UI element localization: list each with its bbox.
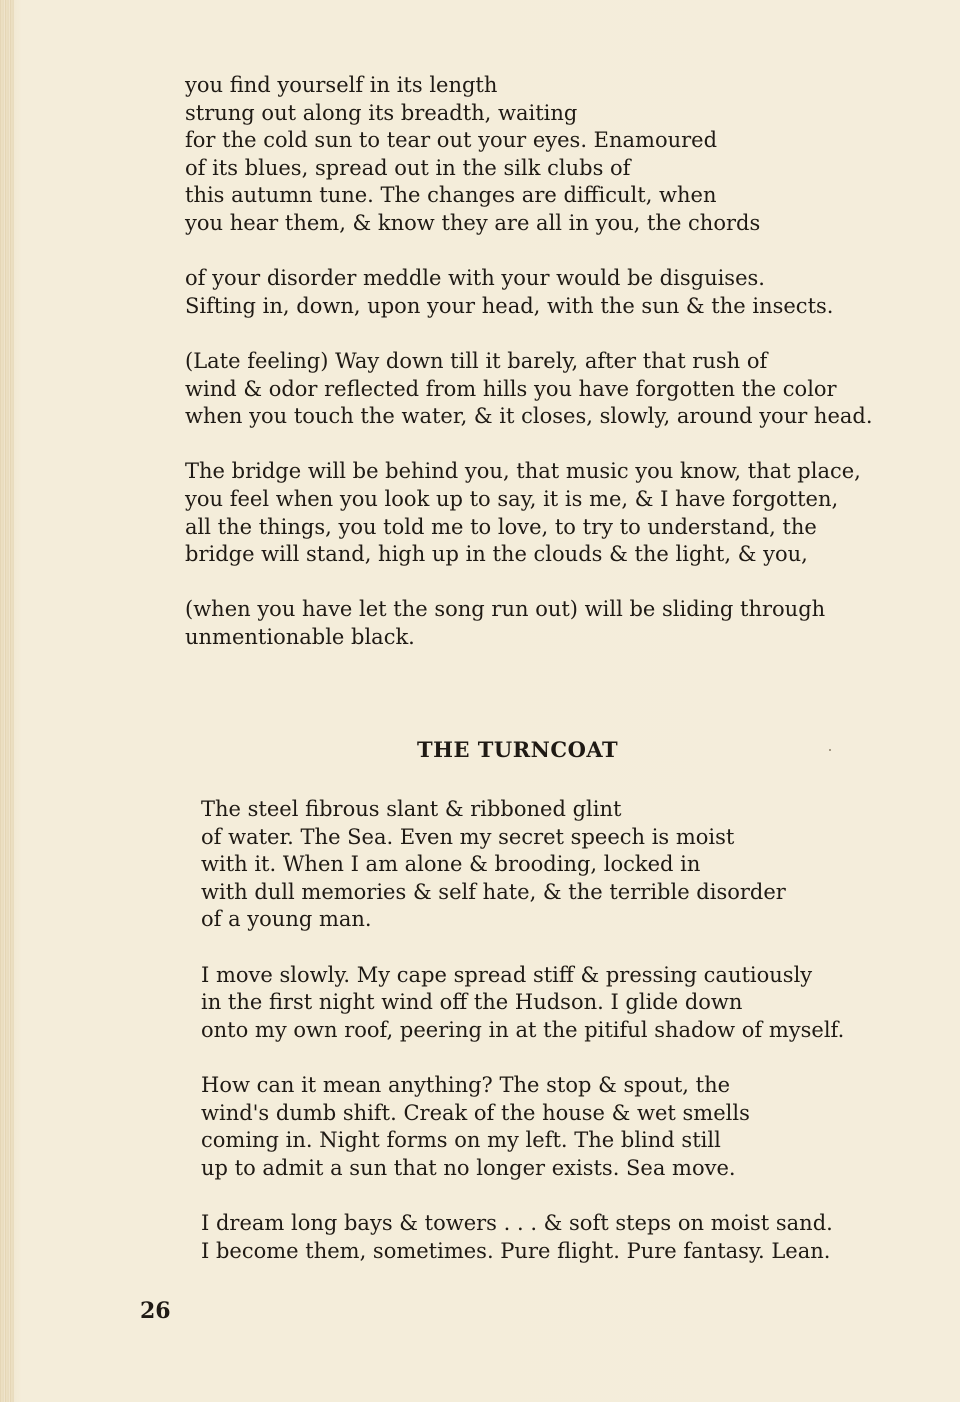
poem-line: onto my own roof, peering in at the pitiful shadow of myself.: [201, 1017, 845, 1042]
poem-line: you feel when you look up to say, it is me, & I have forgotten,: [185, 486, 839, 511]
page-binding-edge: [0, 0, 14, 1402]
poem-line: of your disorder meddle with your would be disguises.: [185, 266, 765, 291]
poem-line: of water. The Sea. Even my secret speech is moist: [201, 824, 735, 849]
stanza: [185, 72, 873, 238]
poem-line: I dream long bays & towers . . . & soft steps on moist sand.: [201, 1210, 833, 1235]
poem-line: coming in. Night forms on my left. The blind still: [201, 1128, 721, 1153]
poem-line: Sifting in, down, upon your head, with the sun & the insects.: [185, 293, 834, 318]
stanza: [201, 962, 844, 1045]
poem-line: unmentionable black.: [185, 624, 415, 649]
stanza: [201, 796, 844, 934]
poem-line: of a young man.: [201, 907, 372, 932]
poem-continuation: [185, 72, 873, 651]
poem-line: strung out along its breadth, waiting: [185, 100, 578, 125]
poem-title: THE TURNCOAT: [417, 737, 619, 762]
poem-line: up to admit a sun that no longer exists. Sea move.: [201, 1155, 736, 1180]
poem-line: bridge will stand, high up in the clouds & the light, & you,: [185, 542, 808, 567]
stanza: [185, 265, 873, 320]
stanza: [185, 458, 873, 568]
stanza: [185, 596, 873, 651]
poem-line: wind & odor reflected from hills you have forgotten the color: [185, 376, 837, 401]
poem-line: The steel fibrous slant & ribboned glint: [201, 797, 622, 821]
poem-line: wind's dumb shift. Creak of the house & wet smells: [201, 1100, 750, 1125]
poem-line: all the things, you told me to love, to try to understand, the: [185, 514, 817, 539]
poem-line: The bridge will be behind you, that music you know, that place,: [185, 459, 861, 484]
poem-line: you find yourself in its length: [185, 73, 498, 97]
poem-line: I move slowly. My cape spread stiff & pressing cautiously: [201, 962, 813, 987]
poem-line: you hear them, & know they are all in you, the chords: [185, 210, 761, 235]
poem-line: with dull memories & self hate, & the terrible disorder: [201, 879, 786, 904]
page-number: 26: [140, 1298, 171, 1324]
stanza: [201, 1072, 844, 1182]
poem-line: when you touch the water, & it closes, slowly, around your head.: [185, 404, 873, 429]
poem-line: (Late feeling) Way down till it barely, after that rush of: [185, 348, 768, 373]
poem-line: with it. When I am alone & brooding, locked in: [201, 852, 701, 877]
poem-line: (when you have let the song run out) will be sliding through: [185, 597, 826, 622]
poem-line: for the cold sun to tear out your eyes. Enamoured: [185, 128, 718, 153]
poem-the-turncoat: [201, 796, 844, 1265]
stanza: [185, 348, 873, 431]
poem-line: How can it mean anything? The stop & spout, the: [201, 1072, 731, 1097]
poem-line: of its blues, spread out in the silk clubs of: [185, 155, 631, 180]
poem-line: this autumn tune. The changes are difficult, when: [185, 183, 717, 208]
poem-line: in the first night wind off the Hudson. I glide down: [201, 990, 743, 1015]
paper-speck: [829, 749, 831, 751]
poem-line: I become them, sometimes. Pure flight. Pure fantasy. Lean.: [201, 1238, 831, 1263]
stanza: [201, 1210, 844, 1265]
